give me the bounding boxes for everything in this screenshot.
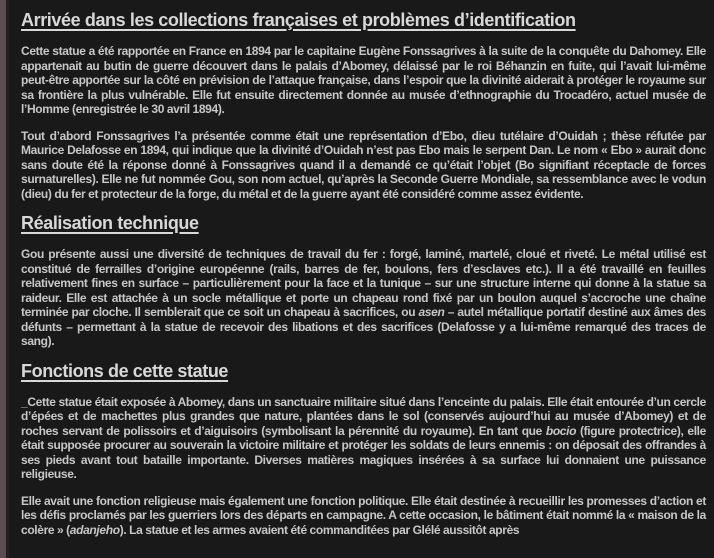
text-run: ). La statue et les armes avaient été commanditées par Glélé aussitôt après — [119, 522, 520, 537]
section-heading: Arrivée dans les collections françaises et problèmes d’identification — [21, 10, 576, 30]
paragraph — [21, 44, 706, 117]
text-run: Elle avait une fonction religieuse mais également une fonction politique. Elle était destinée à recueillir les promesses d’action et les défis proclamés par les guerriers lors des départs en campagne. A cette occasion, le bâtiment était nommé la « maison de la colère » ( — [21, 493, 706, 537]
paragraph — [21, 494, 706, 538]
paragraph — [21, 247, 706, 349]
italic-term: asen — [418, 305, 445, 319]
text-run: Tout d’abord Fonssagrives l’a présentée comme était une représentation d’Ebo, dieu tutélaire d’Ouidah ; thèse réfutée par Maurice Delafosse en 1894, qui indique que la divinité d’Ouidah n’est pas Ebo mais le serpent Dan. Le nom « Ebo » aurait donc sans doute été la réponse donné à Fonssagrives quand il a demandé ce qu’était l’objet (Bo signifiant réceptacle de forces surnaturelles). Elle ne fut nommée Gou, son nom actuel, qu’après la Seconde Guerre Mondiale, sa ressemblance avec le vodun (dieu) du fer et protecteur de la forge, du métal et de la guerre ayant été considéré comme assez évidente. — [21, 128, 706, 201]
article-content — [6, 0, 714, 537]
text-run: _Cette statue était exposée à Abomey, dans un sanctuaire militaire situé dans l’enceinte du palais. Elle était entourée d’un cercle d’épées et de machettes plus grandes que nature, plantées dans le sol (conservés aujourd’hui au musée d’Abomey) et de roches servant de polissoirs et d’aiguisoirs (symbolisant la pérennité du royaume). En tant que — [21, 394, 706, 438]
paragraph — [21, 129, 706, 202]
text-run: – autel métallique portatif destiné aux âmes des défunts – permettant à la statue de recevoir des libations et des sacrifices (Delafosse y a lui-même remarqué des traces de sang). — [21, 305, 706, 348]
text-run: Gou présente aussi une diversité de techniques de travail du fer : forgé, laminé, martelé, cloué et riveté. Le métal utilisé est constitué de ferrailles d’origine européenne (rails, barres de fer, boulons, fers d’esclaves etc.). Il a été travaillé en feuilles relativement fines en surface – particulièrement pour la face et la tunique – sur une structure interne qui donne à la statue sa raideur. Elle est attachée à un socle métallique et porte un chapeau rond fixé par un boulon auquel s’accroche une chaîne terminée par cloche. Il semblerait que ce soit un chapeau à sacrifices, ou — [21, 247, 706, 319]
text-run: Cette statue a été rapportée en France en 1894 par le capitaine Eugène Fonssagrives à la suite de la conquête du Dahomey. Elle appartenait au butin de guerre découvert dans le palais d’Abomey, délaissé par le roi Béhanzin en fuite, qui l’avait lui-même peut-être apportée sur la côté en prévision de l’attaque française, dans l’espoir que la divinité aiderait à protéger le royaume sur sa frontière la plus vulnérable. Elle fut ensuite directement donnée au musée d’ethnographie du Trocadéro, actuel musée de l’Homme (enregistrée le 30 avril 1894). — [21, 44, 706, 116]
italic-term: bocio — [545, 423, 577, 438]
section-heading: Fonctions de cette statue — [21, 360, 229, 381]
text-run: (figure protectrice), elle était supposée procurer au souverain la victoire militaire et protéger les soldats de leurs ennemis : on déposait des offrandes à ses pieds avant tout bataille importante. Diverses matières magiques insérées à sa surface lui donnaient une puissance religieuse. — [21, 423, 706, 481]
section-heading: Réalisation technique — [21, 213, 199, 233]
italic-term: adanjeho — [69, 522, 120, 537]
paragraph — [21, 395, 706, 482]
